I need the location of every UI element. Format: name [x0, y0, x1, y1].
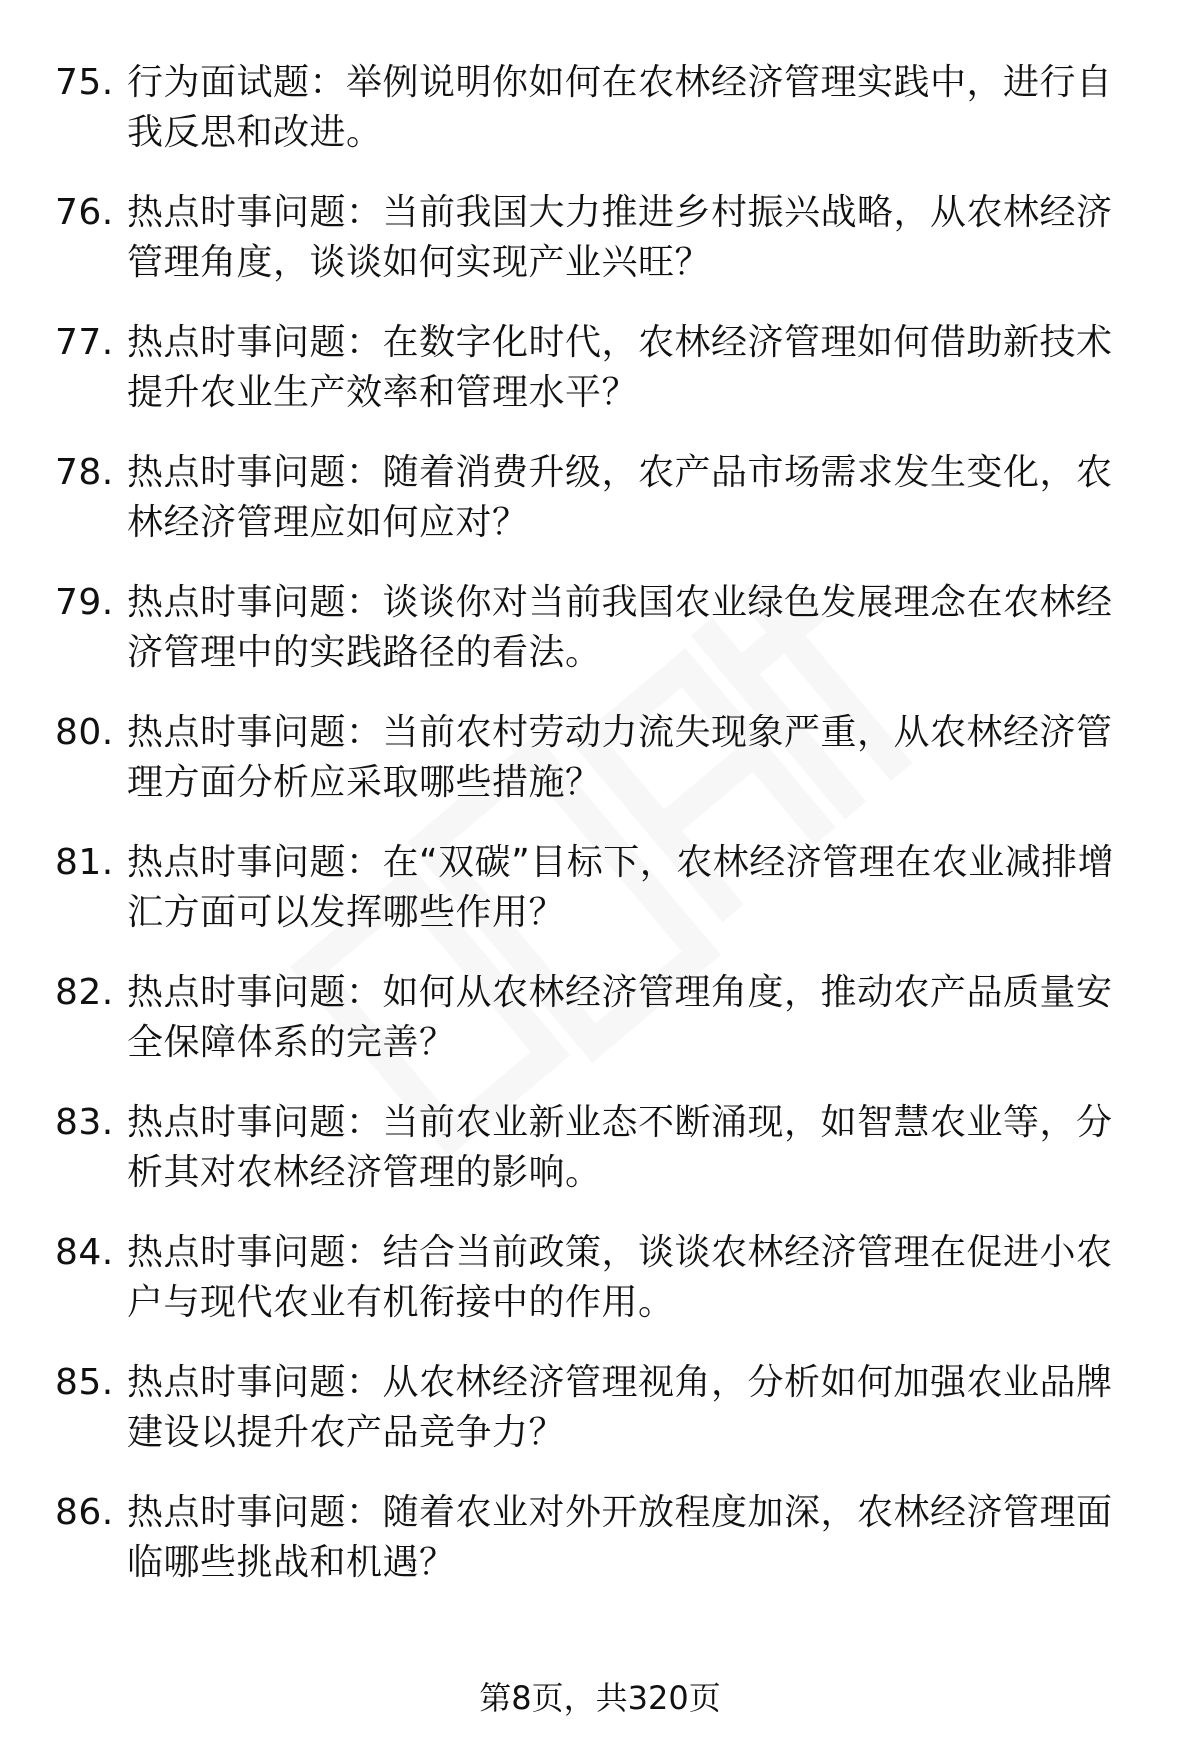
- question-number: 80.: [55, 712, 114, 753]
- question-item-76: [55, 188, 1145, 288]
- question-list: [55, 58, 1145, 1618]
- question-number: 84.: [55, 1232, 114, 1273]
- question-item-80: [55, 708, 1145, 808]
- question-item-83: [55, 1098, 1145, 1198]
- question-number: 83.: [55, 1102, 114, 1143]
- question-text: 热点时事问题：当前我国大力推进乡村振兴战略，从农林经济管理角度，谈谈如何实现产业兴旺？: [127, 192, 1113, 283]
- question-item-85: [55, 1358, 1145, 1458]
- question-number: 76.: [55, 192, 114, 233]
- question-item-82: [55, 968, 1145, 1068]
- question-text: 热点时事问题：当前农村劳动力流失现象严重，从农林经济管理方面分析应采取哪些措施？: [127, 712, 1113, 803]
- question-item-81: [55, 838, 1145, 938]
- question-text: 热点时事问题：谈谈你对当前我国农业绿色发展理念在农林经济管理中的实践路径的看法。: [127, 582, 1113, 673]
- question-item-77: [55, 318, 1145, 418]
- question-text: 热点时事问题：如何从农林经济管理角度，推动农产品质量安全保障体系的完善？: [127, 972, 1113, 1063]
- question-text: 热点时事问题：随着消费升级，农产品市场需求发生变化，农林经济管理应如何应对？: [127, 452, 1113, 543]
- question-number: 79.: [55, 582, 114, 623]
- question-text: 热点时事问题：随着农业对外开放程度加深，农林经济管理面临哪些挑战和机遇？: [127, 1492, 1113, 1583]
- question-text: 热点时事问题：在数字化时代，农林经济管理如何借助新技术提升农业生产效率和管理水平？: [127, 322, 1113, 413]
- page-number-footer: 第8页，共320页: [479, 1679, 721, 1717]
- question-number: 75.: [55, 62, 114, 103]
- question-number: 81.: [55, 842, 114, 883]
- question-text: 热点时事问题：从农林经济管理视角，分析如何加强农业品牌建设以提升农产品竞争力？: [127, 1362, 1113, 1453]
- question-item-84: [55, 1228, 1145, 1328]
- question-text: 热点时事问题：结合当前政策，谈谈农林经济管理在促进小农户与现代农业有机衔接中的作用。: [127, 1232, 1113, 1323]
- question-item-75: [55, 58, 1145, 158]
- question-number: 85.: [55, 1362, 114, 1403]
- question-number: 77.: [55, 322, 114, 363]
- question-item-79: [55, 578, 1145, 678]
- question-item-78: [55, 448, 1145, 548]
- question-item-86: [55, 1488, 1145, 1588]
- question-text: 热点时事问题：当前农业新业态不断涌现，如智慧农业等，分析其对农林经济管理的影响。: [127, 1102, 1113, 1193]
- question-text: 行为面试题：举例说明你如何在农林经济管理实践中，进行自我反思和改进。: [127, 62, 1113, 153]
- question-text: 热点时事问题：在“双碳”目标下，农林经济管理在农业减排增汇方面可以发挥哪些作用？: [127, 842, 1115, 933]
- question-number: 78.: [55, 452, 114, 493]
- question-number: 82.: [55, 972, 114, 1013]
- question-number: 86.: [55, 1492, 114, 1533]
